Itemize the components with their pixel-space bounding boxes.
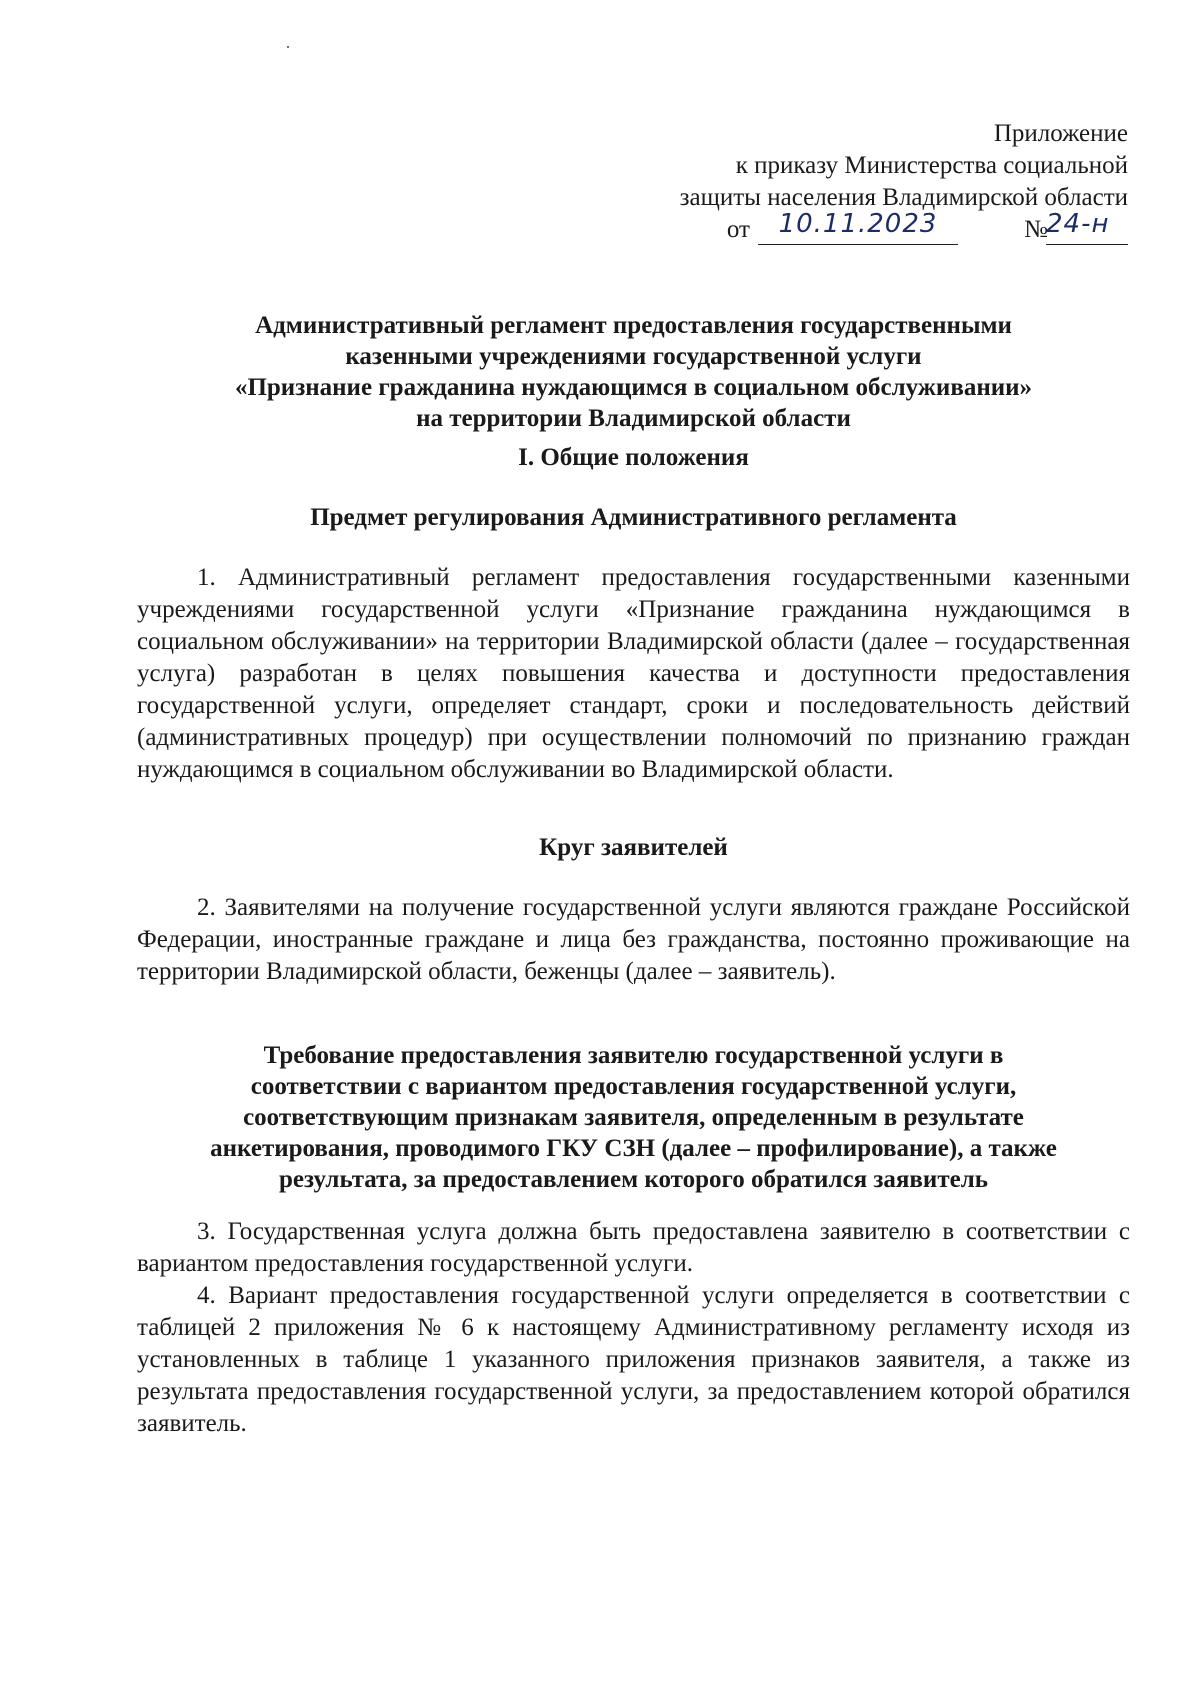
scan-speck [287, 46, 289, 48]
requirement-heading [137, 1040, 1130, 1195]
order-date-number-row [568, 209, 1128, 246]
document-title [137, 310, 1130, 434]
requirement-heading-line-2: соответствии с вариантом предоставления государственной услуги, [250, 1073, 1017, 1100]
from-label: от [726, 216, 750, 243]
requirement-heading-line-1: Требование предоставления заявителю государственной услуги в [263, 1042, 1004, 1069]
requirement-heading-line-4: анкетирования, проводимого ГКУ СЗН (далее – профилирование), а также [210, 1135, 1057, 1162]
order-date-field [758, 209, 958, 245]
appendix-order-line: к приказу Министерства социальной [735, 152, 1128, 179]
appendix-ministry-line: защиты населения Владимирской области [679, 184, 1128, 211]
title-line-2: казенными учреждениями государственной услуги [345, 343, 922, 370]
order-number-handwritten: 24-н [1046, 209, 1110, 239]
title-line-3: «Признание гражданина нуждающимся в социальном обслуживании» [234, 374, 1033, 401]
appendix-header [568, 118, 1128, 246]
subject-heading: Предмет регулирования Административного регламента [310, 504, 957, 531]
appendix-label: Приложение [993, 120, 1128, 147]
requirement-heading-line-5: результата, за предоставлением которого обратился заявитель [279, 1166, 988, 1193]
order-date-handwritten: 10.11.2023 [778, 209, 938, 239]
applicants-heading: Круг заявителей [539, 834, 728, 861]
paragraph-3: 3. Государственная услуга должна быть предоставлена заявителю в соответствии с вариантом предоставления государственной услуги. [137, 1218, 1130, 1277]
title-line-4: на территории Владимирской области [416, 405, 851, 432]
paragraph-4: 4. Вариант предоставления государственной услуги определяется в соответствии с таблицей 2 приложения № 6 к настоящему Административному регламенту исходя из установленных в таблице 1 указанного приложения признаков заявителя, а также из результата предоставления государственной услуги, за предоставлением которой обратился заявитель. [137, 1282, 1130, 1437]
order-number-field [1046, 209, 1128, 245]
title-line-1: Административный регламент предоставления государственными [255, 312, 1012, 339]
paragraph-1: 1. Административный регламент предоставления государственными казенными учреждениями государственной услуги «Признание гражданина нуждающимся в социальном обслуживании» на территории Владимирской области (далее – государственная услуга) разработан в целях повышения качества и доступности предоставления государственной услуги, определяет стандарт, сроки и последовательность действий (административных процедур) при осуществлении полномочий по признанию граждан нуждающимся в социальном обслуживании во Владимирской области. [137, 564, 1130, 783]
requirement-heading-line-3: соответствующим признакам заявителя, определенным в результате [243, 1104, 1024, 1131]
paragraph-2: 2. Заявителями на получение государственной услуги являются граждане Российской Федерации, иностранные граждане и лица без гражданства, постоянно проживающие на территории Владимирской области, беженцы (далее – заявитель). [137, 894, 1130, 985]
section-heading-general: I. Общие положения [518, 444, 749, 471]
number-label: № [1024, 216, 1048, 243]
